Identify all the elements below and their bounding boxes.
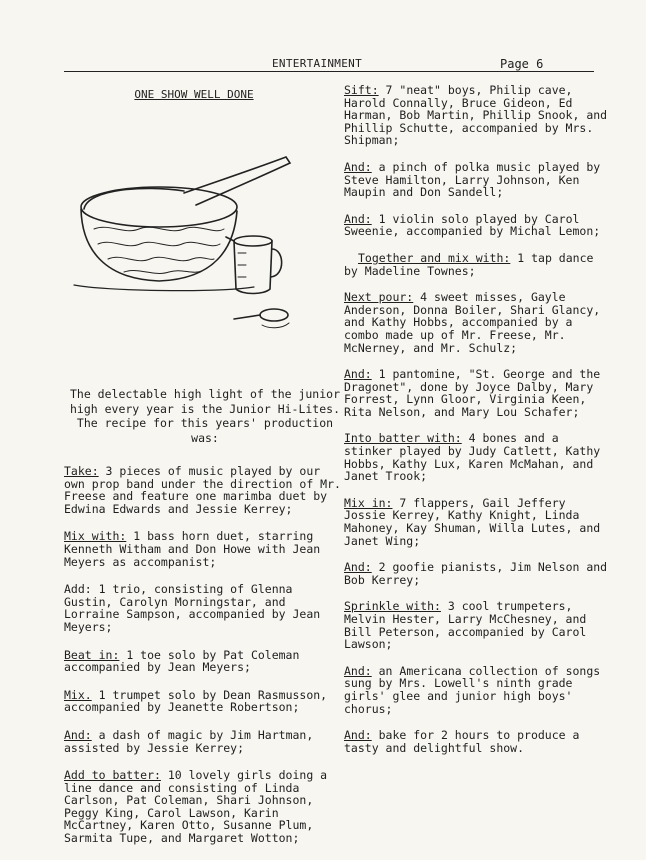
step-text: bake for 2 hours to produce a tasty and delightful show.	[344, 728, 580, 755]
step-text: 10 lovely girls doing a line dance and consisting of Linda Carlson, Pat Coleman, Shari Johnson, Peggy King, Carol Lawson, Karin McCartney, Karen Otto, Susanne Plum, Sarmita Tupe, and Margaret Wotton;	[64, 768, 328, 846]
step-text: 1 violin solo played by Carol Sweenie, accompanied by Michal Lemon;	[344, 211, 601, 239]
step-text: 1 bass horn duet, starring Kenneth Witham and Don Howe with Jean Meyers as accompanist;	[64, 529, 321, 569]
page-number: Page 6	[500, 57, 544, 71]
left-column	[64, 88, 346, 860]
recipe-step	[344, 432, 614, 482]
article-title: ONE SHOW WELL DONE	[134, 88, 254, 101]
step-label: Mix.	[64, 687, 92, 702]
recipe-step	[64, 649, 346, 674]
step-text: 3 pieces of music played by our own prop band under the direction of Mr. Freese and feature one marimba duet by Edwina Edwards and Jessie Kerrey;	[64, 464, 341, 516]
recipe-step	[344, 291, 614, 354]
right-column	[344, 84, 614, 768]
step-label: And:	[344, 159, 372, 174]
recipe-step	[64, 465, 346, 515]
step-label: Into batter with:	[344, 431, 462, 446]
step-text: a dash of magic by Jim Hartman, assisted by Jessie Kerrey;	[64, 727, 314, 755]
step-label: And:	[344, 367, 372, 382]
header-rule	[64, 71, 594, 72]
step-text: 2 goofie pianists, Jim Nelson and Bob Kerrey;	[344, 560, 608, 587]
left-recipe-steps	[64, 465, 346, 845]
recipe-step	[344, 252, 614, 277]
step-text: an Americana collection of songs sung by Mrs. Lowell's ninth grade girls' glee and junior high boys' chorus;	[344, 663, 601, 716]
step-label: Add to batter:	[64, 768, 161, 783]
step-label: Mix with:	[64, 529, 127, 544]
step-label: Sprinkle with:	[344, 599, 441, 614]
step-label: Mix in:	[344, 495, 393, 510]
step-text: 1 tap dance by Madeline Townes;	[344, 250, 594, 278]
article-intro: The delectable high light of the junior high every year is the Junior Hi-Lites. The recipe for this years' production was:	[69, 387, 341, 445]
recipe-step	[64, 583, 346, 633]
step-text: 7 "neat" boys, Philip cave, Harold Connally, Bruce Gideon, Ed Harman, Bob Martin, Phillip Snook, and Phillip Schutte, accompanied by Mrs. Shipman;	[344, 83, 608, 148]
recipe-step	[64, 769, 346, 845]
recipe-step	[344, 600, 614, 650]
step-text: Add: 1 trio, consisting of Glenna Gustin, Carolyn Morningstar, and Lorraine Sampson, accompanied by Jean Meyers;	[64, 582, 321, 634]
step-label: Next pour:	[344, 290, 414, 305]
step-label: And:	[344, 663, 372, 678]
step-text: 1 pantomine, "St. George and the Dragonet", done by Joyce Dalby, Mary Forrest, Lynn Gloor, Virginia Keen, Rita Nelson, and Mary Lou Schafer;	[344, 367, 601, 419]
step-text: 4 sweet misses, Gayle Anderson, Donna Boiler, Shari Glancy, and Kathy Hobbs, accompanied by a combo made up of Mr. Freese, Mr. McNerney, and Mr. Schulz;	[344, 290, 601, 355]
step-text: 7 flappers, Gail Jeffery Jossie Kerrey, Kathy Knight, Linda Mahoney, Kay Shuman, Willa Lutes, and Janet Wing;	[344, 495, 601, 548]
recipe-step	[64, 729, 346, 754]
step-label: Take:	[64, 464, 99, 478]
mixing-bowl-illustration	[64, 149, 346, 359]
recipe-step	[344, 729, 614, 754]
step-text: a pinch of polka music played by Steve Hamilton, Larry Johnson, Ken Maupin and Don Sandell;	[344, 159, 601, 200]
step-label: And:	[344, 728, 372, 743]
step-text: 1 toe solo by Pat Coleman accompanied by Jean Meyers;	[64, 647, 300, 675]
step-label: Beat in:	[64, 647, 120, 662]
section-header: ENTERTAINMENT	[272, 57, 362, 70]
step-text: 3 cool trumpeters, Melvin Hester, Larry McChesney, and Bill Peterson, accompanied by Carol Lawson;	[344, 599, 587, 652]
recipe-step	[344, 497, 614, 547]
step-label: Together and mix with:	[358, 250, 511, 265]
step-label: And:	[64, 727, 92, 742]
step-label: Sift:	[344, 83, 379, 97]
step-text: 1 trumpet solo by Dean Rasmusson, accompanied by Jeanette Robertson;	[64, 687, 328, 715]
step-label: And:	[344, 211, 372, 226]
recipe-step	[344, 368, 614, 418]
step-text: 4 bones and a stinker played by Judy Catlett, Kathy Hobbs, Kathy Lux, Karen McMahan, and Janet Trook;	[344, 431, 601, 484]
mixing-bowl-icon	[64, 149, 346, 359]
recipe-step	[344, 665, 614, 715]
recipe-step	[344, 84, 614, 147]
recipe-step	[64, 530, 346, 568]
step-label: And:	[344, 560, 372, 575]
recipe-step	[344, 561, 614, 586]
recipe-step	[64, 689, 346, 714]
recipe-step	[344, 161, 614, 199]
recipe-step	[344, 213, 614, 238]
